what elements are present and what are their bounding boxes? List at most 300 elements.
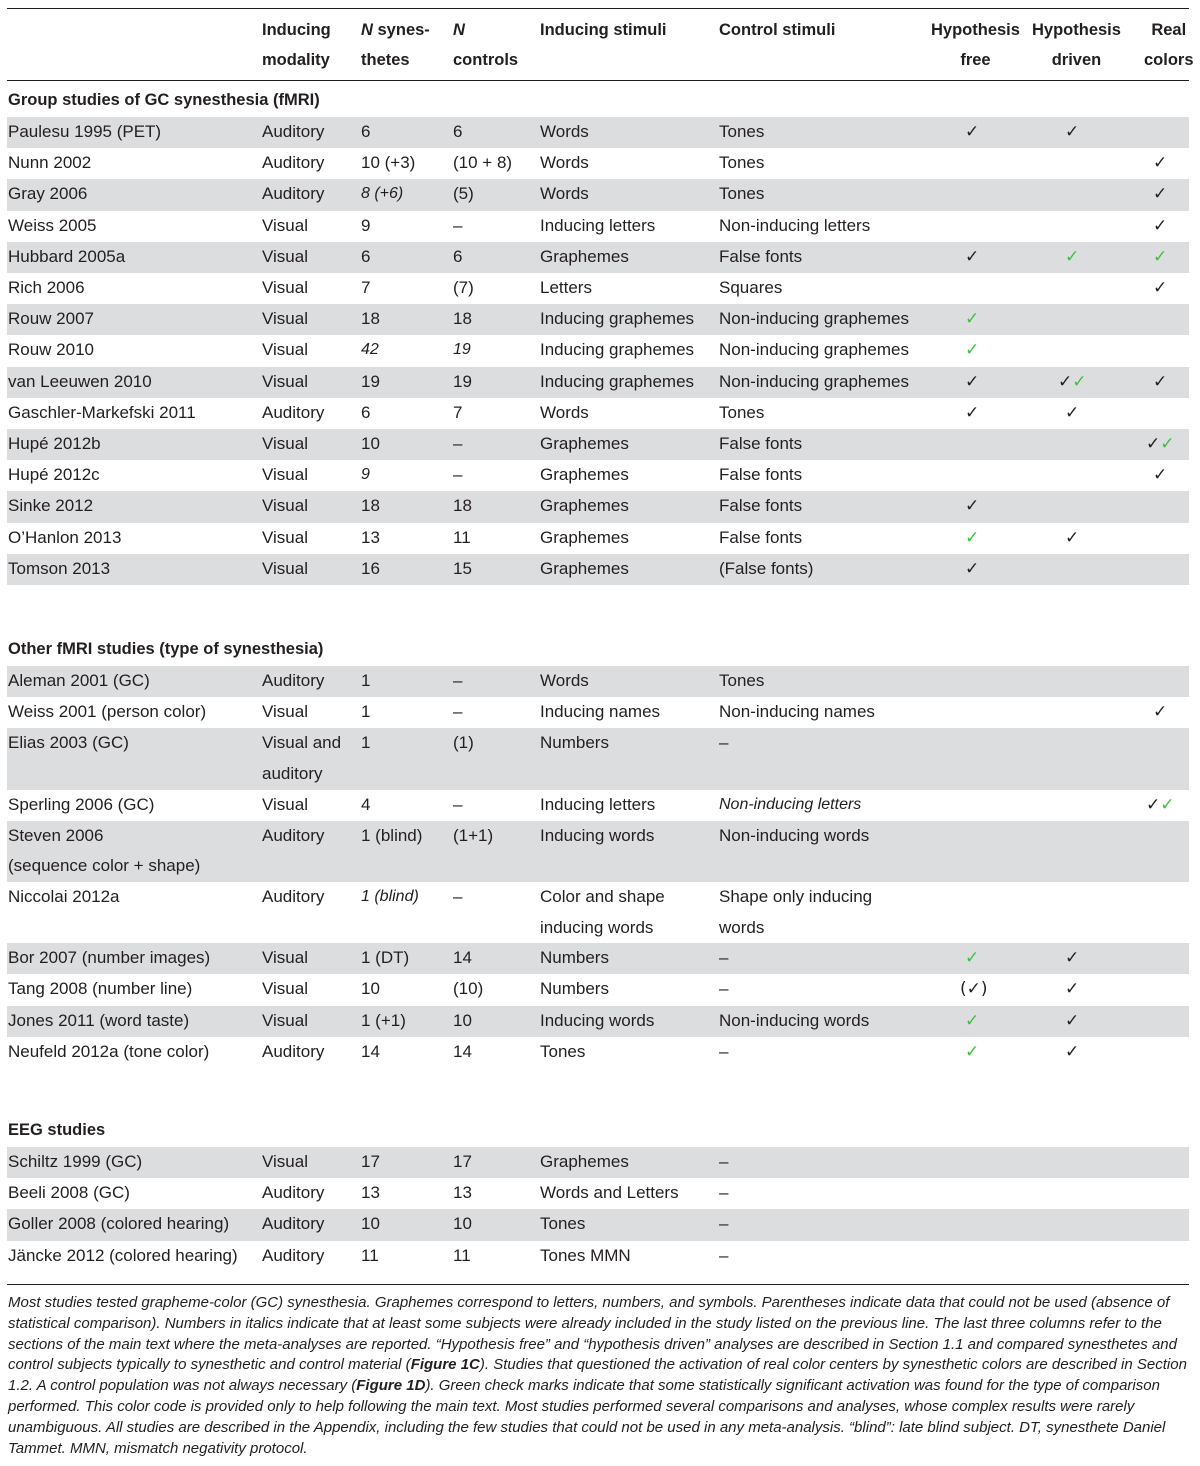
- cell-control: Non-inducing words: [719, 1010, 870, 1030]
- cell-study: Nunn 2002: [8, 153, 92, 173]
- table-row: [7, 1178, 1189, 1209]
- cell-modality: Visual: [262, 246, 308, 266]
- check-marks-hfree: [965, 309, 979, 329]
- cell-nctl: 11: [453, 527, 471, 547]
- cell-control: words: [719, 917, 765, 937]
- column-header-control: [719, 15, 835, 45]
- cell-study: (sequence color + shape): [8, 856, 201, 876]
- column-header-line: Control stimuli: [719, 21, 836, 39]
- cell-control: Non-inducing letters: [719, 215, 871, 235]
- cell-nsyn: 1 (DT): [361, 948, 410, 968]
- table-row: [7, 697, 1189, 728]
- check-marks-hfree: [965, 1011, 979, 1031]
- column-header-hfree: [931, 15, 1020, 75]
- cell-inducing: Numbers: [540, 948, 609, 968]
- cell-nsyn: 14: [361, 1041, 380, 1061]
- cell-nsyn: 1: [361, 671, 371, 690]
- column-header-line: Inducing: [262, 21, 331, 39]
- cell-modality: Auditory: [262, 1245, 325, 1265]
- cell-study: Tang 2008 (number line): [8, 979, 193, 999]
- green-check-mark-icon: ✓: [1160, 434, 1175, 454]
- cell-nctl: 13: [453, 1183, 472, 1203]
- black-check-mark-icon: ✓: [965, 122, 980, 142]
- cell-study: Rouw 2010: [8, 340, 95, 360]
- column-header-inducing: [540, 15, 667, 45]
- cell-modality: Visual: [262, 215, 308, 235]
- cell-control: Non-inducing words: [719, 825, 870, 845]
- cell-modality: auditory: [262, 763, 323, 783]
- cell-nsyn: 1 (blind): [361, 825, 423, 845]
- cell-nctl: 7: [453, 402, 463, 422]
- table-row: [7, 728, 1189, 789]
- cell-inducing: Graphemes: [540, 1152, 629, 1171]
- cell-study: Rouw 2007: [8, 309, 95, 329]
- black-check-mark-icon: ✓: [1153, 702, 1168, 723]
- header-bottom-rule: [7, 80, 1189, 81]
- table-row: [7, 242, 1189, 273]
- cell-nsyn: 16: [361, 558, 380, 578]
- cell-inducing: Words and Letters: [540, 1183, 679, 1203]
- check-marks-hfree: [965, 403, 979, 423]
- column-header-line: controls: [453, 51, 519, 69]
- black-check-mark-icon: ✓: [1153, 215, 1168, 236]
- cell-modality: Visual: [262, 309, 308, 329]
- check-marks-hfree: [960, 979, 988, 999]
- column-header-line: [453, 15, 518, 45]
- check-marks-real: [1153, 278, 1167, 298]
- table-row: [7, 666, 1189, 697]
- check-marks-hfree: [965, 247, 979, 267]
- cell-study: Jones 2011 (word taste): [8, 1010, 190, 1030]
- cell-nctl: (5): [453, 184, 474, 204]
- cell-nsyn: 8 (+6): [361, 185, 404, 203]
- cell-nctl: (1): [453, 733, 474, 753]
- cell-inducing: Words: [540, 184, 589, 204]
- cell-nctl: 18: [453, 309, 472, 329]
- cell-modality: Auditory: [262, 1041, 325, 1061]
- cell-inducing: Graphemes: [540, 558, 629, 578]
- cell-modality: Auditory: [262, 122, 325, 141]
- cell-control: False fonts: [719, 434, 803, 453]
- cell-study: Elias 2003 (GC): [8, 733, 129, 753]
- cell-nsyn: 1 (+1): [361, 1010, 406, 1030]
- cell-study: Tomson 2013: [8, 558, 111, 578]
- section-title: EEG studies: [8, 1121, 106, 1139]
- cell-modality: Visual: [262, 527, 308, 547]
- cell-nctl: 15: [453, 558, 472, 578]
- check-marks-hfree: [965, 948, 979, 968]
- cell-nsyn: 9: [361, 215, 371, 235]
- cell-study: Schiltz 1999 (GC): [8, 1152, 143, 1171]
- cell-nctl: 10: [453, 1010, 472, 1030]
- cell-study: Aleman 2001 (GC): [8, 671, 150, 690]
- check-marks-real: [1153, 184, 1167, 204]
- cell-control: Non-inducing names: [719, 702, 875, 722]
- cell-control: Tones: [719, 671, 765, 690]
- cell-inducing: Graphemes: [540, 434, 629, 453]
- check-marks-hfree: [965, 528, 979, 548]
- green-check-mark-icon: ✓: [965, 340, 980, 361]
- cell-control: False fonts: [719, 527, 803, 547]
- cell-modality: Visual: [262, 794, 308, 814]
- check-marks-hfree: [965, 496, 979, 516]
- cell-nctl: –: [453, 887, 463, 906]
- header-italic-n: N: [453, 21, 465, 39]
- check-marks-hdriven: [1065, 1042, 1079, 1062]
- cell-study: Jäncke 2012 (colored hearing): [8, 1245, 238, 1265]
- cell-control: Shape only inducing: [719, 887, 873, 906]
- check-marks-hdriven: [1065, 979, 1079, 999]
- green-check-mark-icon: ✓: [965, 1010, 980, 1031]
- cell-modality: Auditory: [262, 671, 325, 690]
- column-header-line: [361, 15, 430, 45]
- cell-modality: Auditory: [262, 887, 325, 906]
- section-title: Group studies of GC synesthesia (fMRI): [8, 91, 320, 109]
- cell-modality: Auditory: [262, 402, 325, 422]
- cell-study: Sperling 2006 (GC): [8, 794, 155, 814]
- cell-inducing: Tones: [540, 1041, 586, 1061]
- cell-nctl: –: [453, 465, 463, 485]
- green-check-mark-icon: ✓: [965, 1041, 980, 1062]
- check-marks-real: [1153, 372, 1167, 392]
- black-check-mark-icon: ✓: [1058, 371, 1073, 392]
- cell-study: Goller 2008 (colored hearing): [8, 1214, 230, 1234]
- cell-study: Neufeld 2012a (tone color): [8, 1041, 210, 1061]
- check-marks-hfree: [965, 559, 979, 579]
- cell-nsyn: 10 (+3): [361, 153, 416, 173]
- cell-nsyn: 42: [361, 341, 379, 359]
- cell-control: –: [719, 1041, 729, 1061]
- check-marks-hdriven: [1065, 1011, 1079, 1031]
- check-marks-hdriven: [1058, 372, 1087, 392]
- table-row: [7, 491, 1189, 522]
- cell-nsyn: 1 (blind): [361, 888, 419, 905]
- cell-nctl: –: [453, 794, 463, 814]
- cell-nsyn: 1: [361, 702, 371, 722]
- cell-control: –: [719, 1214, 729, 1234]
- table-row: [7, 554, 1189, 585]
- cell-inducing: Inducing words: [540, 825, 655, 845]
- cell-inducing: Inducing words: [540, 1010, 655, 1030]
- check-marks-hfree: [965, 122, 979, 142]
- cell-control: Tones: [719, 122, 765, 141]
- cell-nsyn: 10: [361, 434, 380, 453]
- cell-inducing: Inducing graphemes: [540, 371, 695, 391]
- black-check-mark-icon: ✓: [1146, 794, 1161, 815]
- table-row: [7, 523, 1189, 554]
- column-header-line: Real: [1151, 21, 1187, 39]
- cell-study: Paulesu 1995 (PET): [8, 122, 162, 141]
- cell-inducing: Words: [540, 122, 589, 141]
- cell-control: –: [719, 733, 729, 753]
- cell-inducing: Words: [540, 671, 589, 690]
- cell-study: O’Hanlon 2013: [8, 527, 122, 547]
- cell-nctl: –: [453, 671, 463, 690]
- green-check-mark-icon: ✓: [965, 527, 980, 548]
- table-row: [7, 179, 1189, 210]
- cell-control: Tones: [719, 153, 765, 173]
- table-row: [7, 790, 1189, 821]
- black-check-mark-icon: ✓: [965, 246, 980, 267]
- cell-study: Niccolai 2012a: [8, 887, 120, 906]
- cell-inducing: Inducing letters: [540, 215, 656, 235]
- cell-study: Hubbard 2005a: [8, 246, 126, 266]
- footnote-text: Most studies tested grapheme-color (GC) synesthesia. Graphemes correspond to letters, numbers, and symbols. Parentheses indicate data that could not be used (absence of statistical comparison). Numbers in italics indicate that at least some subjects were already included in the study listed on the previous line. The last three columns refer to the sections of the main text where the meta-analyses are reported. “Hypothesis free” and “hypothesis driven” analyses are described in Section 1.1 and compared synesthetes and control subjects typically to synesthetic and control material (: [8, 1294, 1177, 1374]
- check-marks-hdriven: [1065, 403, 1079, 423]
- black-check-mark-icon: ✓: [965, 371, 980, 392]
- cell-nctl: 11: [453, 1245, 471, 1265]
- cell-control: Tones: [719, 184, 765, 204]
- cell-modality: Visual: [262, 465, 308, 485]
- table-row: [7, 882, 1189, 943]
- cell-modality: Visual: [262, 278, 308, 297]
- cell-nsyn: 19: [361, 371, 380, 391]
- cell-nsyn: 9: [361, 466, 370, 484]
- cell-nsyn: 11: [361, 1245, 379, 1265]
- cell-nsyn: 1: [361, 733, 371, 753]
- column-header-line: Inducing stimuli: [540, 21, 667, 39]
- check-marks-hfree: [965, 1042, 979, 1062]
- table-row: [7, 1209, 1189, 1240]
- cell-inducing: Tones: [540, 1214, 586, 1234]
- cell-inducing: Graphemes: [540, 465, 629, 485]
- cell-inducing: Numbers: [540, 733, 609, 753]
- black-check-mark-icon: ✓: [1153, 153, 1168, 174]
- cell-inducing: Tones MMN: [540, 1245, 631, 1265]
- cell-nsyn: 17: [361, 1152, 380, 1171]
- table-footnote: [8, 1293, 1194, 1459]
- check-marks-real: [1153, 465, 1167, 485]
- cell-study: Weiss 2005: [8, 215, 97, 235]
- black-check-mark-icon: ✓: [1146, 434, 1161, 454]
- table-row: [7, 304, 1189, 335]
- cell-inducing: Letters: [540, 278, 592, 297]
- cell-study: Hupé 2012b: [8, 434, 101, 453]
- check-marks-real: [1153, 153, 1167, 173]
- cell-control: (False fonts): [719, 558, 814, 578]
- cell-control: Tones: [719, 402, 765, 422]
- black-check-mark-icon: ✓: [1153, 371, 1168, 392]
- check-marks-hdriven: [1065, 122, 1079, 142]
- cell-control: –: [719, 1152, 729, 1171]
- black-check-mark-icon: ✓: [1153, 465, 1168, 486]
- green-check-mark-icon: ✓: [1065, 246, 1080, 267]
- check-marks-real: [1153, 216, 1167, 236]
- header-italic-n: N: [361, 21, 373, 39]
- cell-nsyn: 18: [361, 496, 380, 516]
- cell-modality: Auditory: [262, 1214, 325, 1234]
- column-header-line: modality: [262, 51, 330, 69]
- cell-modality: Auditory: [262, 1183, 325, 1203]
- section-title: Other fMRI studies (type of synesthesia): [8, 640, 324, 658]
- cell-inducing: Graphemes: [540, 496, 629, 516]
- cell-study: Gaschler-Markefski 2011: [8, 402, 196, 422]
- green-check-mark-icon: ✓: [1153, 246, 1168, 267]
- check-marks-real: [1146, 434, 1175, 454]
- column-header-line: thetes: [361, 51, 410, 69]
- cell-modality: Visual: [262, 434, 308, 453]
- cell-nctl: 14: [453, 948, 472, 968]
- cell-control: Non-inducing graphemes: [719, 371, 909, 391]
- cell-modality: Visual and: [262, 733, 342, 753]
- figure-reference: Figure 1D: [356, 1377, 426, 1395]
- cell-modality: Visual: [262, 496, 308, 516]
- column-header-nctl: [453, 15, 518, 75]
- cell-control: False fonts: [719, 465, 803, 485]
- black-check-mark-icon: ✓: [1065, 402, 1080, 423]
- cell-study: Bor 2007 (number images): [8, 948, 211, 968]
- cell-inducing: Inducing graphemes: [540, 309, 695, 329]
- table-row: [7, 148, 1189, 179]
- table-row: [7, 1037, 1189, 1068]
- table-row: [7, 211, 1189, 242]
- cell-nctl: –: [453, 215, 463, 235]
- cell-nctl: (7): [453, 278, 474, 297]
- cell-nctl: 6: [453, 246, 463, 266]
- cell-modality: Auditory: [262, 153, 325, 173]
- cell-nctl: 10: [453, 1214, 472, 1234]
- cell-inducing: Color and shape: [540, 887, 665, 906]
- cell-control: Non-inducing letters: [719, 795, 862, 813]
- black-check-mark-icon: ✓: [1153, 184, 1168, 205]
- cell-nsyn: 10: [361, 1214, 380, 1234]
- cell-nctl: 17: [453, 1152, 472, 1171]
- table-row: [7, 1147, 1189, 1178]
- table-row: [7, 398, 1189, 429]
- cell-study: Gray 2006: [8, 184, 88, 204]
- table-row: [7, 429, 1189, 460]
- cell-nctl: (1+1): [453, 825, 494, 845]
- black-check-mark-icon: ✓: [965, 496, 980, 517]
- cell-nsyn: 6: [361, 402, 371, 422]
- black-check-mark-icon: ✓: [1065, 122, 1080, 142]
- cell-nctl: 19: [453, 341, 471, 359]
- cell-control: Non-inducing graphemes: [719, 309, 909, 329]
- cell-nctl: 6: [453, 122, 463, 141]
- table-row: [7, 460, 1189, 491]
- cell-inducing: Inducing graphemes: [540, 340, 695, 360]
- black-check-mark-icon: ✓: [965, 558, 980, 579]
- cell-inducing: Words: [540, 402, 589, 422]
- table-row: [7, 974, 1189, 1005]
- table-row: [7, 1241, 1189, 1272]
- cell-inducing: Graphemes: [540, 527, 629, 547]
- cell-nsyn: 6: [361, 246, 371, 266]
- column-header-line: colors: [1144, 51, 1194, 69]
- cell-nsyn: 13: [361, 1183, 380, 1203]
- cell-nsyn: 7: [361, 278, 371, 297]
- table-top-rule: [7, 8, 1189, 9]
- cell-nctl: (10 + 8): [453, 153, 513, 173]
- parenthesized-check-mark-icon: (✓): [960, 979, 988, 1000]
- cell-study: Hupé 2012c: [8, 465, 100, 485]
- cell-nctl: –: [453, 702, 463, 722]
- cell-modality: Visual: [262, 1152, 308, 1171]
- cell-inducing: Words: [540, 153, 589, 173]
- cell-nctl: 14: [453, 1041, 472, 1061]
- table-row: [7, 1006, 1189, 1037]
- check-marks-hdriven: [1065, 948, 1079, 968]
- black-check-mark-icon: ✓: [1065, 979, 1080, 1000]
- table-row: [7, 943, 1189, 974]
- header-text: synes-: [372, 21, 430, 39]
- check-marks-real: [1153, 247, 1167, 267]
- cell-modality: Visual: [262, 340, 308, 360]
- column-header-line: Hypothesis: [931, 21, 1020, 39]
- cell-study: Rich 2006: [8, 278, 85, 297]
- cell-inducing: inducing words: [540, 917, 654, 937]
- cell-modality: Visual: [262, 558, 308, 578]
- cell-nsyn: 10: [361, 979, 380, 999]
- cell-control: False fonts: [719, 246, 803, 266]
- cell-study: Sinke 2012: [8, 496, 94, 516]
- figure-reference: Figure 1C: [410, 1356, 480, 1374]
- cell-modality: Auditory: [262, 184, 325, 204]
- green-check-mark-icon: ✓: [1160, 794, 1175, 815]
- column-header-real: [1144, 15, 1194, 75]
- table-row: [7, 335, 1189, 366]
- cell-nsyn: 6: [361, 122, 371, 141]
- footnote-text: ). Green check marks indicate that some statistically significant activation was found for the type of comparison performed. This color code is provided only to help following the main text. Most studies performed several comparisons and analyses, whose complex results were rarely unambiguous. All studies are described in the Appendix, including the few studies that could not be used in any meta-analysis. “blind”: late blind subject. DT, synesthete Daniel Tammet. MMN, mismatch negativity protocol.: [8, 1377, 1166, 1457]
- column-header-line: Hypothesis: [1032, 21, 1121, 39]
- cell-nctl: 19: [453, 371, 472, 391]
- cell-nctl: (10): [453, 979, 484, 999]
- cell-control: Squares: [719, 278, 783, 297]
- cell-nsyn: 18: [361, 309, 380, 329]
- cell-study: Beeli 2008 (GC): [8, 1183, 130, 1203]
- column-header-modality: [262, 15, 331, 75]
- column-header-hdriven: [1032, 15, 1121, 75]
- green-check-mark-icon: ✓: [965, 309, 980, 330]
- black-check-mark-icon: ✓: [1065, 948, 1080, 969]
- cell-inducing: Inducing names: [540, 702, 661, 722]
- cell-nctl: –: [453, 434, 463, 453]
- cell-modality: Auditory: [262, 825, 325, 845]
- check-marks-real: [1153, 702, 1167, 722]
- cell-modality: Visual: [262, 702, 308, 722]
- cell-nctl: 18: [453, 496, 472, 516]
- green-check-mark-icon: ✓: [965, 948, 980, 969]
- cell-study: Weiss 2001 (person color): [8, 702, 207, 722]
- cell-control: False fonts: [719, 496, 803, 516]
- black-check-mark-icon: ✓: [1065, 1010, 1080, 1031]
- cell-inducing: Numbers: [540, 979, 609, 999]
- black-check-mark-icon: ✓: [1065, 1041, 1080, 1062]
- column-header-line: driven: [1051, 51, 1102, 69]
- cell-study: Steven 2006: [8, 825, 104, 845]
- green-check-mark-icon: ✓: [1072, 371, 1087, 392]
- cell-modality: Visual: [262, 371, 308, 391]
- cell-modality: Visual: [262, 948, 308, 968]
- table-row: [7, 821, 1189, 882]
- cell-control: –: [719, 1183, 729, 1203]
- table-row: [7, 117, 1189, 148]
- check-marks-hdriven: [1065, 247, 1079, 267]
- cell-study: van Leeuwen 2010: [8, 371, 152, 391]
- table-row: [7, 367, 1189, 398]
- column-header-nsyn: [361, 15, 430, 75]
- cell-control: Non-inducing graphemes: [719, 340, 909, 360]
- black-check-mark-icon: ✓: [1153, 278, 1168, 298]
- column-header-line: free: [960, 51, 991, 69]
- cell-control: –: [719, 948, 729, 968]
- cell-inducing: Inducing letters: [540, 794, 656, 814]
- check-marks-hfree: [965, 372, 979, 392]
- cell-inducing: Graphemes: [540, 246, 629, 266]
- black-check-mark-icon: ✓: [1065, 527, 1080, 548]
- cell-modality: Visual: [262, 979, 308, 999]
- cell-modality: Visual: [262, 1010, 308, 1030]
